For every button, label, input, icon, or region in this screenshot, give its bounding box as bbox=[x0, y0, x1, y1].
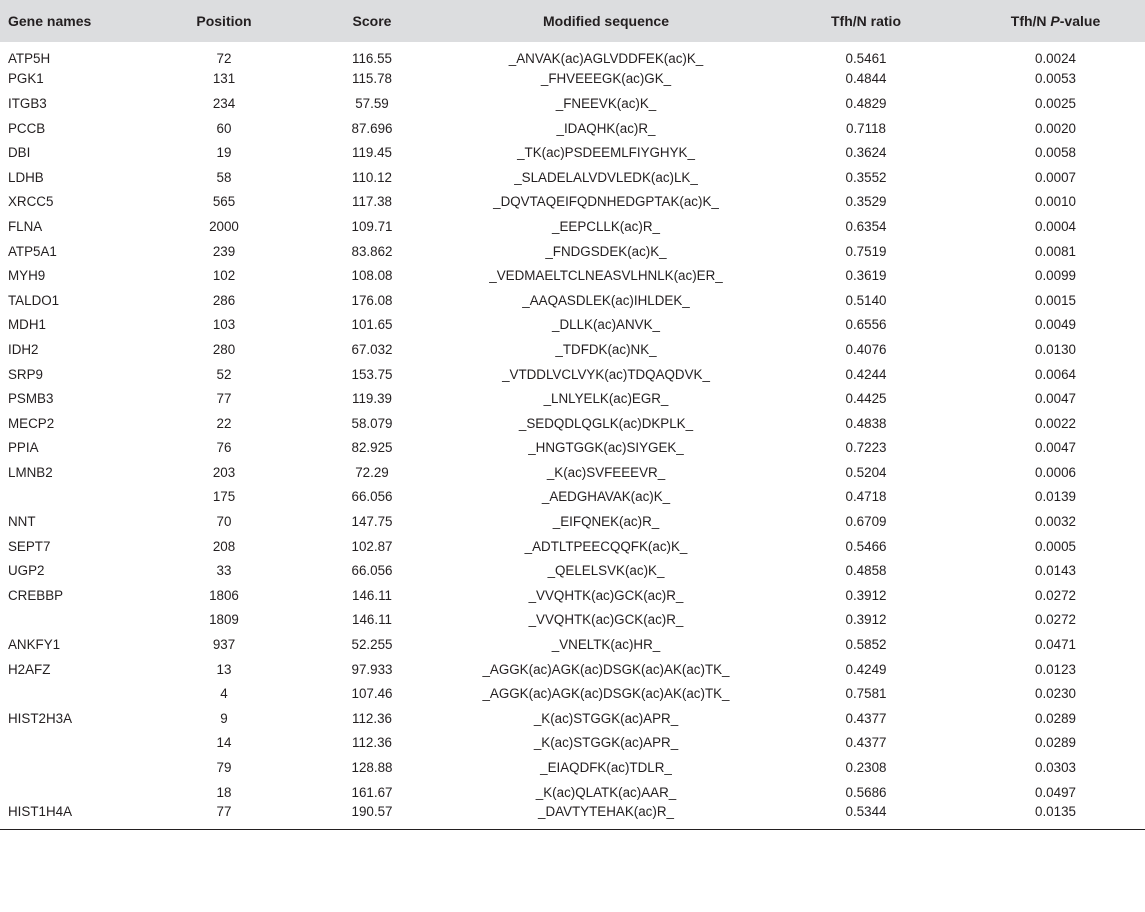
cell-modified-sequence: _QELELSVK(ac)K_ bbox=[547, 563, 665, 579]
header-tfh-n-pvalue bbox=[966, 0, 1145, 42]
cell-position: 33 bbox=[216, 563, 232, 579]
cell-tfh-n-ratio: 0.5140 bbox=[845, 292, 887, 308]
header-pvalue-italic: P bbox=[1050, 13, 1060, 29]
table-row bbox=[0, 681, 1145, 706]
cell-tfh-n-ratio: 0.7581 bbox=[845, 686, 887, 702]
cell-position: 103 bbox=[212, 317, 236, 333]
table-row bbox=[0, 362, 1145, 387]
cell-score: 116.55 bbox=[352, 50, 392, 66]
cell-tfh-n-ratio: 0.3529 bbox=[845, 194, 887, 210]
cell-modified-sequence: _VEDMAELTCLNEASVLHNLK(ac)ER_ bbox=[489, 268, 723, 284]
cell-modified-sequence: _K(ac)QLATK(ac)AAR_ bbox=[535, 784, 677, 800]
table-row bbox=[0, 116, 1145, 141]
cell-modified-sequence: _VVQHTK(ac)GCK(ac)R_ bbox=[528, 612, 684, 628]
header-score: Score bbox=[352, 13, 392, 29]
cell-gene-name: MECP2 bbox=[8, 415, 55, 431]
cell-position: 175 bbox=[212, 489, 236, 505]
table-row bbox=[0, 657, 1145, 682]
cell-tfh-n-ratio: 0.6709 bbox=[845, 514, 887, 530]
cell-tfh-n-pvalue: 0.0005 bbox=[1035, 538, 1076, 554]
cell-gene-name: UGP2 bbox=[8, 563, 45, 579]
cell-score: 119.45 bbox=[352, 145, 392, 161]
table-row bbox=[0, 190, 1145, 215]
cell-tfh-n-ratio: 0.5461 bbox=[845, 50, 887, 66]
cell-gene-name: ATP5A1 bbox=[8, 243, 57, 259]
cell-score: 146.11 bbox=[352, 587, 392, 603]
cell-tfh-n-pvalue: 0.0025 bbox=[1035, 95, 1076, 111]
cell-tfh-n-ratio: 0.7519 bbox=[845, 243, 887, 259]
cell-tfh-n-pvalue: 0.0022 bbox=[1035, 415, 1076, 431]
cell-tfh-n-ratio: 0.3619 bbox=[845, 268, 887, 284]
cell-gene-name: ANKFY1 bbox=[8, 637, 61, 653]
cell-score: 128.88 bbox=[351, 760, 393, 776]
cell-modified-sequence: _K(ac)SVFEEEVR_ bbox=[546, 464, 666, 480]
header-pvalue-suffix: -value bbox=[1059, 13, 1101, 29]
cell-gene-name: DBI bbox=[8, 145, 31, 161]
cell-tfh-n-pvalue: 0.0143 bbox=[1035, 563, 1076, 579]
cell-tfh-n-pvalue: 0.0047 bbox=[1035, 391, 1076, 407]
cell-modified-sequence: _ADTLTPEECQQFK(ac)K_ bbox=[524, 538, 688, 554]
cell-tfh-n-pvalue: 0.0047 bbox=[1035, 440, 1076, 456]
cell-tfh-n-ratio: 0.7118 bbox=[846, 120, 886, 136]
cell-gene-name: HIST1H4A bbox=[8, 804, 72, 820]
cell-modified-sequence: _EIAQDFK(ac)TDLR_ bbox=[540, 760, 672, 776]
table-row bbox=[0, 706, 1145, 731]
cell-score: 101.65 bbox=[351, 317, 393, 333]
cell-score: 66.056 bbox=[351, 563, 393, 579]
cell-score: 112.36 bbox=[352, 735, 392, 751]
cell-gene-name: TALDO1 bbox=[8, 292, 60, 308]
cell-tfh-n-pvalue: 0.0230 bbox=[1035, 686, 1076, 702]
cell-tfh-n-pvalue: 0.0099 bbox=[1035, 268, 1076, 284]
cell-score: 57.59 bbox=[355, 95, 389, 111]
cell-score: 112.36 bbox=[352, 710, 392, 726]
cell-modified-sequence: _TK(ac)PSDEEMLFIYGHYK_ bbox=[517, 145, 695, 161]
table-row bbox=[0, 509, 1145, 534]
cell-gene-name: XRCC5 bbox=[8, 194, 54, 210]
cell-position: 72 bbox=[216, 50, 232, 66]
cell-score: 66.056 bbox=[351, 489, 393, 505]
header-tfh-n-ratio: Tfh/N ratio bbox=[831, 13, 901, 29]
cell-score: 67.032 bbox=[351, 341, 393, 357]
cell-tfh-n-ratio: 0.7223 bbox=[845, 440, 887, 456]
table-row bbox=[0, 140, 1145, 165]
cell-score: 147.75 bbox=[351, 514, 393, 530]
cell-gene-name bbox=[0, 755, 150, 780]
cell-gene-name: PCCB bbox=[8, 120, 46, 136]
cell-position: 14 bbox=[216, 735, 232, 751]
cell-gene-name: MYH9 bbox=[8, 268, 46, 284]
cell-gene-name: SEPT7 bbox=[8, 538, 51, 554]
cell-position: 52 bbox=[216, 366, 232, 382]
cell-modified-sequence: _EEPCLLK(ac)R_ bbox=[552, 218, 660, 234]
cell-gene-name: ATP5H bbox=[8, 50, 51, 66]
cell-position: 70 bbox=[216, 514, 232, 530]
cell-tfh-n-pvalue: 0.0471 bbox=[1035, 637, 1076, 653]
table-row bbox=[0, 42, 1145, 67]
cell-tfh-n-ratio: 0.3912 bbox=[845, 587, 887, 603]
cell-gene-name: SRP9 bbox=[8, 366, 43, 382]
cell-gene-name: LDHB bbox=[8, 169, 44, 185]
cell-modified-sequence: _AAQASDLEK(ac)IHLDEK_ bbox=[522, 292, 690, 308]
cell-score: 146.11 bbox=[352, 612, 392, 628]
cell-modified-sequence: _TDFDK(ac)NK_ bbox=[555, 341, 657, 357]
cell-position: 60 bbox=[216, 120, 232, 136]
table-row bbox=[0, 386, 1145, 411]
table-row bbox=[0, 165, 1145, 190]
table-row bbox=[0, 780, 1145, 805]
cell-tfh-n-ratio: 0.4076 bbox=[845, 341, 887, 357]
cell-score: 176.08 bbox=[351, 292, 393, 308]
table-row bbox=[0, 67, 1145, 92]
cell-position: 19 bbox=[216, 145, 232, 161]
cell-tfh-n-ratio: 0.4244 bbox=[845, 366, 887, 382]
cell-tfh-n-ratio: 0.4838 bbox=[845, 415, 887, 431]
cell-score: 82.925 bbox=[351, 440, 393, 456]
cell-score: 190.57 bbox=[351, 804, 393, 820]
table-row bbox=[0, 485, 1145, 510]
cell-modified-sequence: _K(ac)STGGK(ac)APR_ bbox=[533, 710, 679, 726]
table-body bbox=[0, 42, 1145, 830]
cell-position: 565 bbox=[212, 194, 236, 210]
table-row bbox=[0, 608, 1145, 633]
cell-tfh-n-ratio: 0.4425 bbox=[845, 391, 887, 407]
cell-score: 110.12 bbox=[352, 169, 392, 185]
cell-tfh-n-pvalue: 0.0135 bbox=[1035, 804, 1076, 820]
table-row bbox=[0, 288, 1145, 313]
header-gene-names: Gene names bbox=[8, 13, 92, 29]
cell-modified-sequence: _DLLK(ac)ANVK_ bbox=[552, 317, 660, 333]
cell-tfh-n-pvalue: 0.0081 bbox=[1035, 243, 1076, 259]
cell-tfh-n-ratio: 0.5344 bbox=[845, 804, 887, 820]
cell-score: 161.67 bbox=[351, 784, 393, 800]
cell-modified-sequence: _EIFQNEK(ac)R_ bbox=[552, 514, 660, 530]
cell-tfh-n-ratio: 0.4377 bbox=[845, 735, 887, 751]
cell-position: 2000 bbox=[209, 218, 239, 234]
table-row bbox=[0, 411, 1145, 436]
cell-score: 119.39 bbox=[352, 391, 392, 407]
cell-position: 203 bbox=[212, 464, 236, 480]
cell-modified-sequence: _AEDGHAVAK(ac)K_ bbox=[541, 489, 671, 505]
cell-modified-sequence: _SLADELALVDVLEDK(ac)LK_ bbox=[514, 169, 698, 185]
cell-score: 153.75 bbox=[351, 366, 393, 382]
cell-score: 83.862 bbox=[351, 243, 393, 259]
cell-score: 58.079 bbox=[351, 415, 393, 431]
cell-position: 286 bbox=[212, 292, 236, 308]
table-row bbox=[0, 534, 1145, 559]
table-row bbox=[0, 460, 1145, 485]
cell-position: 131 bbox=[212, 71, 236, 87]
cell-modified-sequence: _FHVEEEGK(ac)GK_ bbox=[540, 71, 672, 87]
cell-tfh-n-ratio: 0.4249 bbox=[845, 661, 887, 677]
cell-gene-name: IDH2 bbox=[8, 341, 39, 357]
cell-modified-sequence: _SEDQDLQGLK(ac)DKPLK_ bbox=[518, 415, 694, 431]
cell-position: 102 bbox=[212, 268, 236, 284]
cell-gene-name bbox=[0, 681, 150, 706]
cell-gene-name: FLNA bbox=[8, 218, 43, 234]
cell-position: 4 bbox=[220, 686, 228, 702]
cell-modified-sequence: _VVQHTK(ac)GCK(ac)R_ bbox=[528, 587, 684, 603]
cell-gene-name: LMNB2 bbox=[8, 464, 53, 480]
cell-tfh-n-ratio: 0.3552 bbox=[845, 169, 887, 185]
cell-tfh-n-pvalue: 0.0007 bbox=[1035, 169, 1076, 185]
cell-tfh-n-pvalue: 0.0010 bbox=[1035, 194, 1076, 210]
table-row bbox=[0, 632, 1145, 657]
cell-position: 234 bbox=[212, 95, 236, 111]
cell-modified-sequence: _FNEEVK(ac)K_ bbox=[555, 95, 657, 111]
cell-tfh-n-pvalue: 0.0123 bbox=[1035, 661, 1076, 677]
table-row bbox=[0, 436, 1145, 461]
cell-position: 1806 bbox=[209, 587, 239, 603]
cell-tfh-n-pvalue: 0.0015 bbox=[1035, 292, 1076, 308]
table-row bbox=[0, 91, 1145, 116]
cell-score: 108.08 bbox=[351, 268, 393, 284]
cell-position: 1809 bbox=[209, 612, 239, 628]
cell-position: 76 bbox=[216, 440, 232, 456]
cell-tfh-n-ratio: 0.4377 bbox=[845, 710, 887, 726]
header-pvalue-prefix: Tfh/N bbox=[1010, 13, 1051, 29]
cell-modified-sequence: _FNDGSDEK(ac)K_ bbox=[545, 243, 667, 259]
table-header-row bbox=[0, 0, 1145, 42]
table-row bbox=[0, 558, 1145, 583]
table-row bbox=[0, 731, 1145, 756]
cell-gene-name: CREBBP bbox=[8, 587, 64, 603]
cell-tfh-n-pvalue: 0.0049 bbox=[1035, 317, 1076, 333]
cell-score: 109.71 bbox=[351, 218, 393, 234]
cell-tfh-n-pvalue: 0.0139 bbox=[1035, 489, 1076, 505]
cell-tfh-n-pvalue: 0.0303 bbox=[1035, 760, 1076, 776]
cell-tfh-n-ratio: 0.4829 bbox=[845, 95, 887, 111]
cell-tfh-n-pvalue: 0.0004 bbox=[1035, 218, 1076, 234]
cell-tfh-n-pvalue: 0.0272 bbox=[1035, 612, 1076, 628]
cell-score: 52.255 bbox=[351, 637, 393, 653]
cell-tfh-n-ratio: 0.4844 bbox=[845, 71, 887, 87]
cell-modified-sequence: _IDAQHK(ac)R_ bbox=[556, 120, 656, 136]
table-row bbox=[0, 337, 1145, 362]
cell-tfh-n-pvalue: 0.0020 bbox=[1035, 120, 1076, 136]
cell-position: 13 bbox=[216, 661, 232, 677]
cell-tfh-n-pvalue: 0.0053 bbox=[1035, 71, 1076, 87]
cell-gene-name: ITGB3 bbox=[8, 95, 47, 111]
cell-score: 87.696 bbox=[351, 120, 393, 136]
cell-gene-name bbox=[0, 731, 150, 756]
cell-gene-name: MDH1 bbox=[8, 317, 46, 333]
table-row bbox=[0, 239, 1145, 264]
cell-tfh-n-ratio: 0.3624 bbox=[845, 145, 887, 161]
cell-tfh-n-pvalue: 0.0064 bbox=[1035, 366, 1076, 382]
cell-position: 18 bbox=[216, 784, 232, 800]
cell-tfh-n-pvalue: 0.0032 bbox=[1035, 514, 1076, 530]
cell-modified-sequence: _DAVTYTEHAK(ac)R_ bbox=[538, 804, 674, 820]
cell-modified-sequence: _HNGTGGK(ac)SIYGEK_ bbox=[528, 440, 684, 456]
cell-position: 77 bbox=[216, 391, 232, 407]
cell-gene-name: NNT bbox=[8, 514, 36, 530]
cell-tfh-n-pvalue: 0.0289 bbox=[1035, 735, 1076, 751]
cell-score: 115.78 bbox=[352, 71, 392, 87]
cell-modified-sequence: _VNELTK(ac)HR_ bbox=[551, 637, 661, 653]
cell-position: 79 bbox=[216, 760, 232, 776]
cell-position: 239 bbox=[212, 243, 236, 259]
cell-position: 58 bbox=[216, 169, 232, 185]
cell-tfh-n-ratio: 0.5852 bbox=[845, 637, 887, 653]
cell-tfh-n-ratio: 0.5466 bbox=[845, 538, 887, 554]
cell-tfh-n-ratio: 0.4858 bbox=[845, 563, 887, 579]
cell-gene-name bbox=[0, 485, 150, 510]
table-row bbox=[0, 804, 1145, 830]
table-row bbox=[0, 214, 1145, 239]
cell-tfh-n-ratio: 0.6354 bbox=[845, 218, 887, 234]
cell-tfh-n-pvalue: 0.0024 bbox=[1035, 50, 1076, 66]
cell-gene-name: PGK1 bbox=[8, 71, 44, 87]
cell-position: 9 bbox=[220, 710, 228, 726]
cell-gene-name: PPIA bbox=[8, 440, 39, 456]
cell-gene-name bbox=[0, 780, 150, 805]
cell-tfh-n-ratio: 0.3912 bbox=[845, 612, 887, 628]
cell-tfh-n-pvalue: 0.0006 bbox=[1035, 464, 1076, 480]
cell-tfh-n-ratio: 0.5204 bbox=[845, 464, 887, 480]
cell-tfh-n-pvalue: 0.0497 bbox=[1035, 784, 1076, 800]
cell-position: 208 bbox=[212, 538, 236, 554]
cell-tfh-n-pvalue: 0.0130 bbox=[1035, 341, 1076, 357]
table-row bbox=[0, 263, 1145, 288]
cell-modified-sequence: _DQVTAQEIFQDNHEDGPTAK(ac)K_ bbox=[493, 194, 719, 210]
cell-gene-name: PSMB3 bbox=[8, 391, 54, 407]
cell-score: 102.87 bbox=[351, 538, 393, 554]
table-row bbox=[0, 313, 1145, 338]
cell-score: 107.46 bbox=[351, 686, 393, 702]
cell-tfh-n-ratio: 0.6556 bbox=[845, 317, 887, 333]
cell-position: 280 bbox=[212, 341, 236, 357]
cell-gene-name bbox=[0, 608, 150, 633]
cell-score: 72.29 bbox=[355, 464, 389, 480]
cell-modified-sequence: _AGGK(ac)AGK(ac)DSGK(ac)AK(ac)TK_ bbox=[482, 661, 730, 677]
table-row bbox=[0, 755, 1145, 780]
cell-score: 97.933 bbox=[351, 661, 393, 677]
cell-modified-sequence: _K(ac)STGGK(ac)APR_ bbox=[533, 735, 679, 751]
cell-modified-sequence: _ANVAK(ac)AGLVDDFEK(ac)K_ bbox=[508, 50, 704, 66]
cell-gene-name: HIST2H3A bbox=[8, 710, 72, 726]
header-modified-sequence: Modified sequence bbox=[542, 13, 670, 29]
cell-position: 937 bbox=[212, 637, 236, 653]
cell-tfh-n-pvalue: 0.0289 bbox=[1035, 710, 1076, 726]
cell-modified-sequence: _AGGK(ac)AGK(ac)DSGK(ac)AK(ac)TK_ bbox=[482, 686, 730, 702]
cell-tfh-n-ratio: 0.5686 bbox=[845, 784, 887, 800]
cell-gene-name: H2AFZ bbox=[8, 661, 51, 677]
cell-tfh-n-ratio: 0.2308 bbox=[845, 760, 887, 776]
cell-modified-sequence: _VTDDLVCLVYK(ac)TDQAQDVK_ bbox=[502, 366, 710, 382]
cell-position: 77 bbox=[216, 804, 232, 820]
cell-score: 117.38 bbox=[352, 194, 392, 210]
cell-modified-sequence: _LNLYELK(ac)EGR_ bbox=[543, 391, 669, 407]
header-position: Position bbox=[196, 13, 252, 29]
cell-tfh-n-pvalue: 0.0272 bbox=[1035, 587, 1076, 603]
cell-position: 22 bbox=[216, 415, 232, 431]
cell-tfh-n-ratio: 0.4718 bbox=[845, 489, 887, 505]
table-row bbox=[0, 583, 1145, 608]
cell-tfh-n-pvalue: 0.0058 bbox=[1035, 145, 1076, 161]
